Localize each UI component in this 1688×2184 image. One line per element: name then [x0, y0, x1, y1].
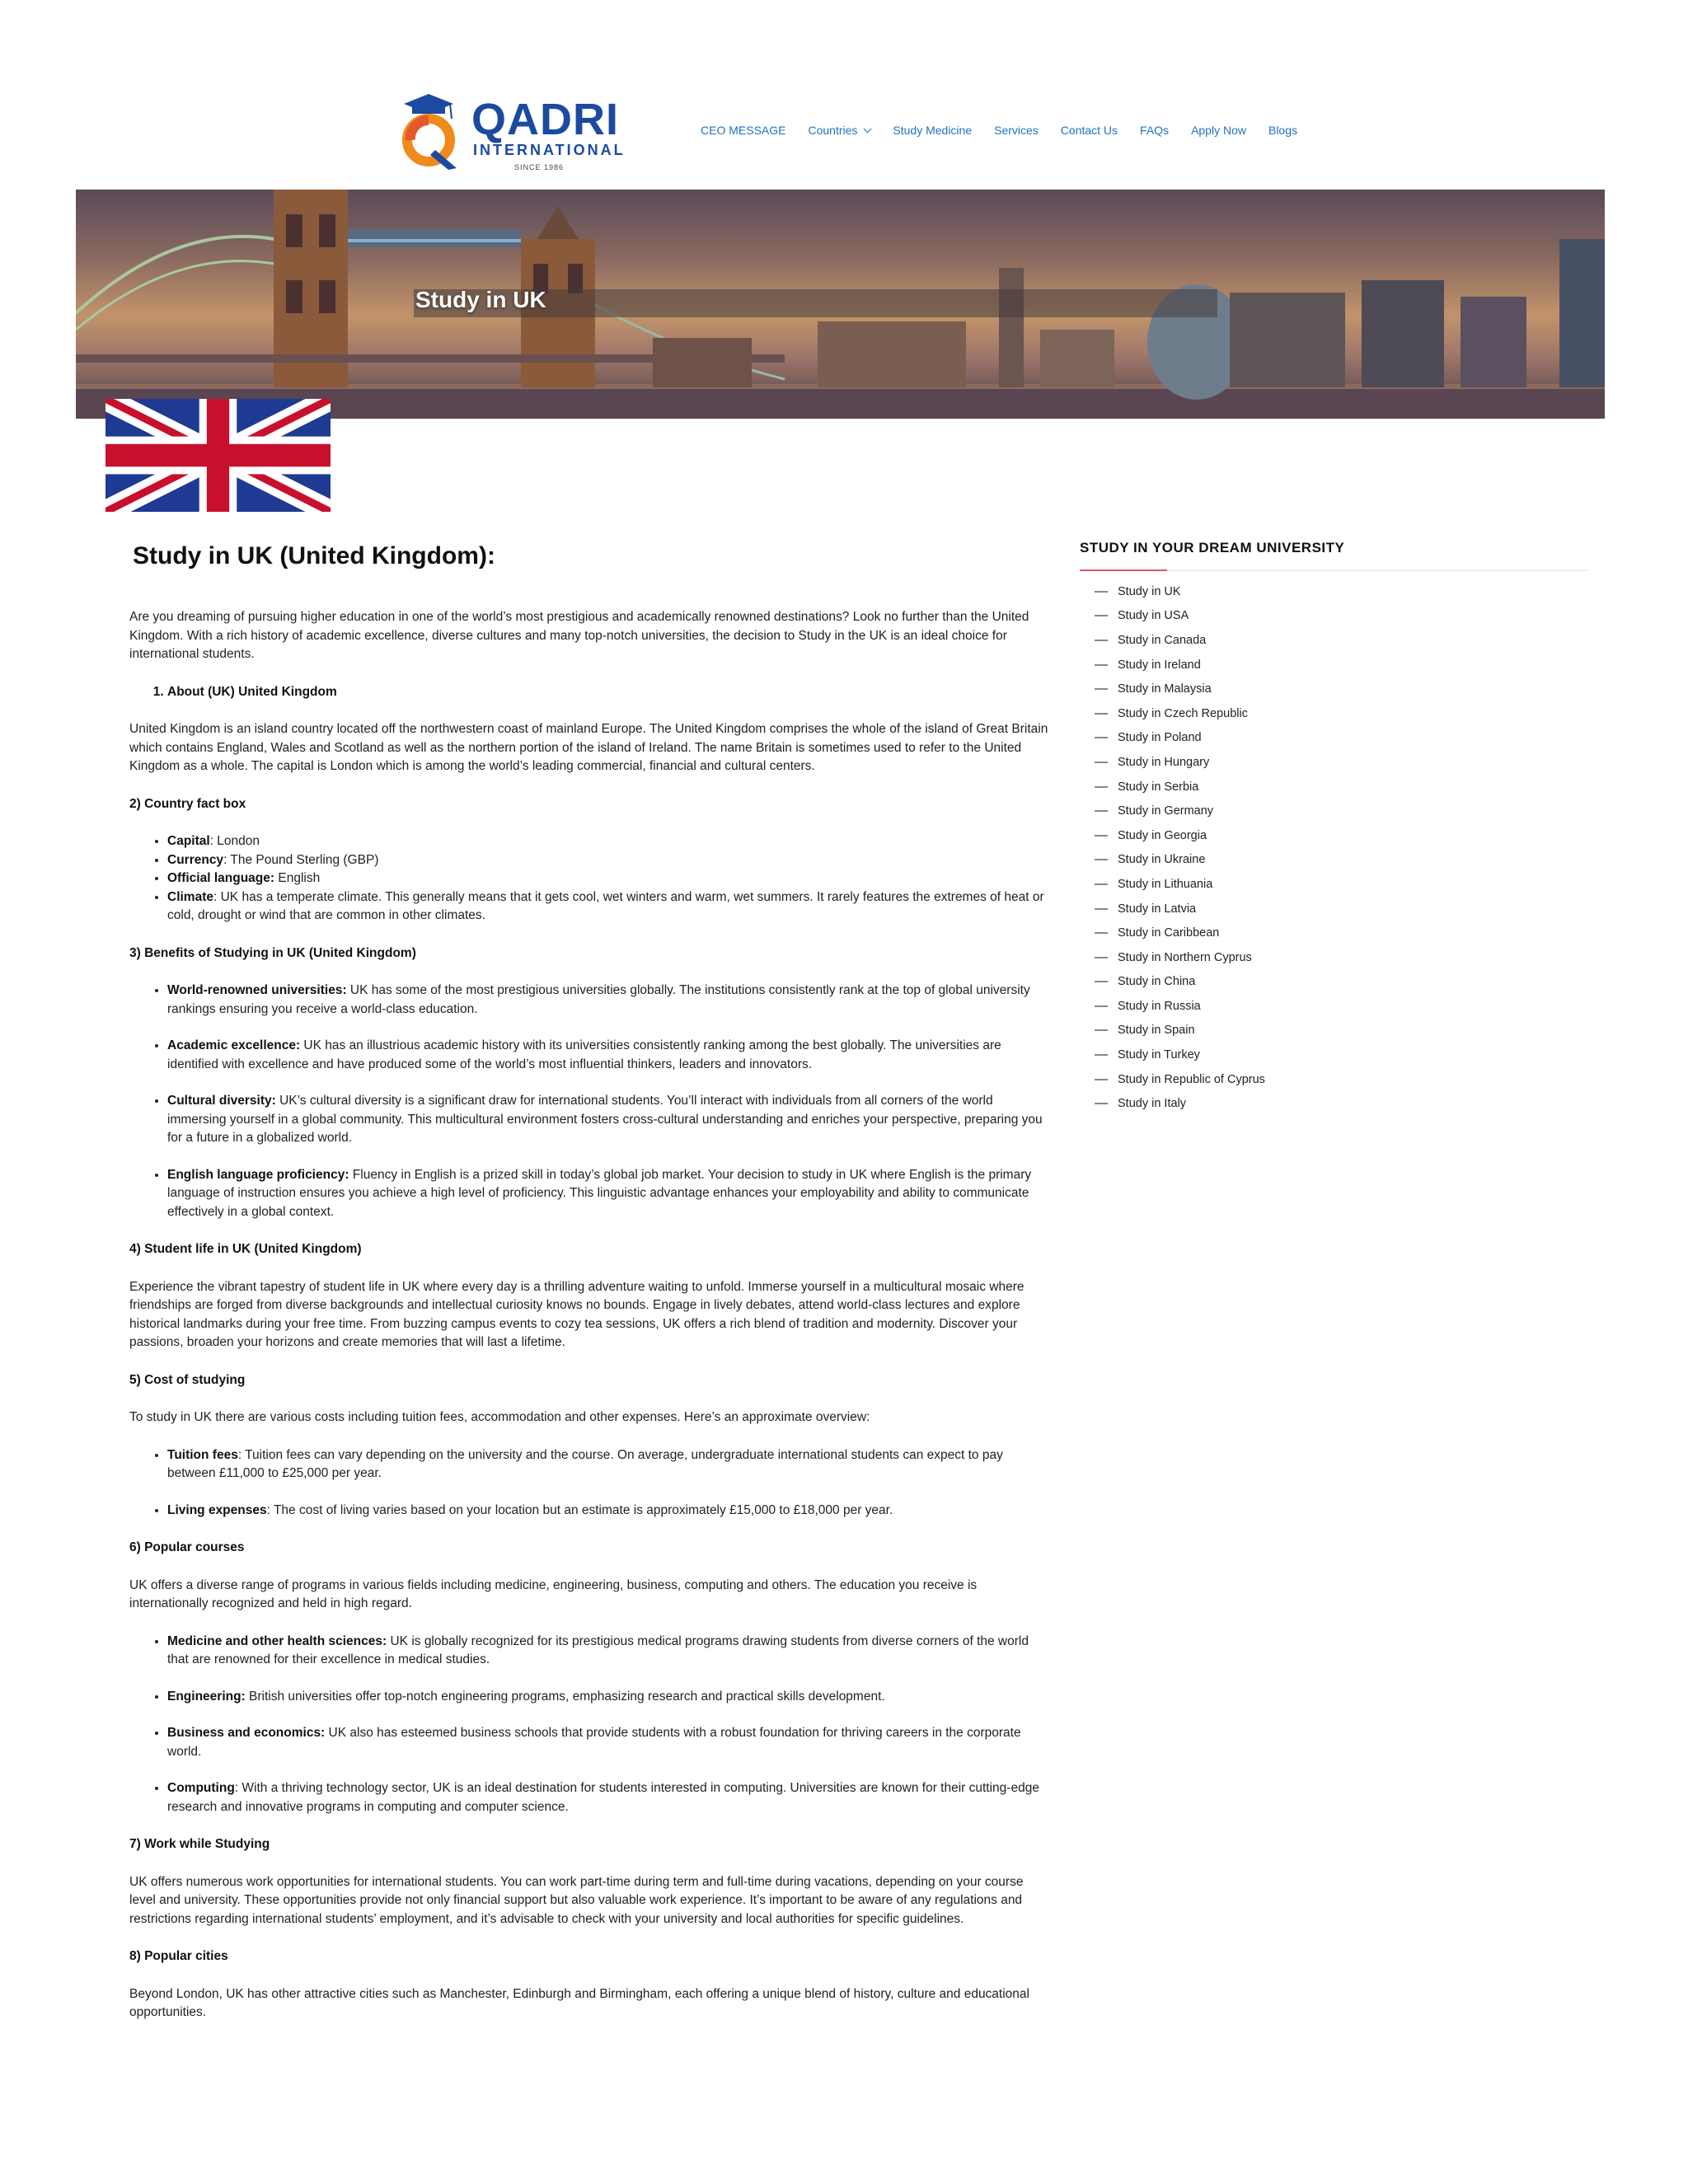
- nav-label: Countries: [808, 124, 858, 137]
- fact-label: Official language:: [167, 871, 275, 885]
- list-item: [167, 1779, 1053, 1816]
- sidebar-link-study-in-malaysia[interactable]: [1080, 677, 1589, 701]
- section-1-text: United Kingdom is an island country located off the northwestern coast of mainland Europe. The United Kingdom comprises the whole of the island of Great Britain which contains England, Wales and Scotland as well as the northern portion of the island of Ireland. The name Britain is sometimes used to refer to the United Kingdom as a whole. The capital is London which is among the world’s leading commercial, financial and cultural centers.: [129, 722, 1048, 773]
- fact-text: : The Pound Sterling (GBP): [223, 852, 379, 867]
- sidebar-link-study-in-caribbean[interactable]: [1080, 921, 1589, 945]
- dash-icon: [1095, 810, 1108, 812]
- list-item: [167, 982, 1053, 1019]
- sidebar-link-study-in-italy[interactable]: [1080, 1091, 1589, 1116]
- sidebar-link-label: Study in USA: [1118, 609, 1189, 623]
- sidebar-divider-accent: [1080, 569, 1167, 571]
- section-4-heading: 4) Student life in UK (United Kingdom): [129, 1242, 362, 1256]
- sidebar-link-study-in-ireland[interactable]: [1080, 653, 1589, 677]
- sidebar-link-label: Study in Ireland: [1118, 658, 1201, 672]
- logo-wordmark: QADRI: [471, 95, 619, 144]
- sidebar-link-label: Study in Italy: [1118, 1097, 1187, 1111]
- dash-icon: [1095, 883, 1108, 885]
- cost-label: Living expenses: [167, 1502, 267, 1517]
- courses-list: [167, 1633, 1053, 1817]
- dash-icon: [1095, 591, 1108, 593]
- sidebar-link-study-in-latvia[interactable]: [1080, 897, 1589, 921]
- dash-icon: [1095, 762, 1108, 763]
- logo-subtitle: INTERNATIONAL: [473, 142, 626, 158]
- section-8-text: Beyond London, UK has other attractive cities such as Manchester, Edinburgh and Birmingham, each offering a unique blend of history, culture and educational opportunities.: [129, 1986, 1029, 2019]
- benefit-text: UK’s cultural diversity is a significant draw for international students. You’ll interact with individuals from all corners of the world immersing yourself in a global community. This multicultural environment fosters cross-cultural understanding and enriches your perspective, preparing you for a future in a globalized world.: [167, 1094, 1043, 1145]
- nav-contact-us[interactable]: [1061, 124, 1118, 137]
- nav-ceo-message[interactable]: [701, 124, 785, 137]
- dash-icon: [1095, 908, 1108, 910]
- section-3-heading: 3) Benefits of Studying in UK (United Kingdom): [129, 945, 416, 960]
- nav-label: FAQs: [1140, 124, 1170, 137]
- benefit-label: Cultural diversity:: [167, 1094, 276, 1108]
- sidebar-link-label: Study in Ukraine: [1118, 853, 1206, 867]
- sidebar-link-study-in-russia[interactable]: [1080, 994, 1589, 1019]
- fact-box-list: [167, 832, 1053, 926]
- fact-text: English: [274, 871, 321, 885]
- costs-list: [167, 1446, 1053, 1521]
- sidebar-link-study-in-lithuania[interactable]: [1080, 872, 1589, 897]
- sidebar-link-study-in-ukraine[interactable]: [1080, 848, 1589, 873]
- benefit-label: English language proficiency:: [167, 1167, 349, 1182]
- main-navigation: [701, 124, 1320, 137]
- section-7-heading: 7) Work while Studying: [129, 1837, 270, 1851]
- sidebar-link-label: Study in Czech Republic: [1118, 706, 1248, 720]
- sidebar-link-label: Study in Caribbean: [1118, 926, 1220, 940]
- sidebar-link-label: Study in Lithuania: [1118, 877, 1213, 891]
- benefit-text: Fluency in English is a prized skill in today’s global job market. Your decision to study in UK where English is the primary language of instruction ensures you achieve a high level of proficiency. This linguistic advantage enhances your employability and ability to communicate effectively in a global context.: [167, 1167, 1032, 1219]
- sidebar-link-study-in-republic-of-cyprus[interactable]: [1080, 1067, 1589, 1092]
- article-content: [129, 540, 1053, 2041]
- sidebar-link-study-in-northern-cyprus[interactable]: [1080, 945, 1589, 970]
- site-header: [0, 0, 1688, 190]
- section-2-heading: 2) Country fact box: [129, 796, 246, 811]
- section-7-text: UK offers numerous work opportunities for international students. You can work part-time during term and full-time during vacations, depending on your course level and university. These opportunities provide not only financial support but also valuable work experience. It’s important to be aware of any regulations and restrictions regarding international students’ employment, and it’s advisable to check with your university and local authorities for specific guidelines.: [129, 1874, 1024, 1926]
- dash-icon: [1095, 664, 1108, 666]
- nav-label: Study Medicine: [893, 124, 973, 137]
- benefit-text: UK has an illustrious academic history with its universities consistently ranking among the best globally. The universities are identified with excellence and have produced some of the world’s most influential thinkers, leaders and innovators.: [167, 1038, 1001, 1071]
- list-item: [167, 1092, 1053, 1148]
- dash-icon: [1095, 932, 1108, 934]
- benefits-list: [167, 982, 1053, 1221]
- course-text: UK is globally recognized for its prestigious medical programs drawing students from diverse corners of the world that are renowned for their excellence in medical studies.: [167, 1633, 1029, 1666]
- nav-label: Contact Us: [1060, 124, 1118, 137]
- section-6-text: UK offers a diverse range of programs in various fields including medicine, engineering, business, computing and others. The education you receive is internationally recognized and held in high regard.: [129, 1577, 978, 1610]
- sidebar-link-label: Study in Poland: [1118, 731, 1202, 745]
- hero-banner: [76, 190, 1605, 419]
- dash-icon: [1095, 835, 1108, 837]
- benefit-label: Academic excellence:: [167, 1038, 301, 1052]
- dash-icon: [1095, 615, 1108, 616]
- list-item: [167, 851, 1053, 870]
- list-item: [167, 888, 1053, 926]
- benefit-label: World-renowned universities:: [167, 983, 347, 997]
- nav-label: Blogs: [1268, 124, 1298, 137]
- dash-icon: [1095, 1103, 1108, 1104]
- course-label: Computing: [167, 1781, 235, 1795]
- sidebar-link-study-in-spain[interactable]: [1080, 1019, 1589, 1043]
- list-item: [167, 1446, 1053, 1483]
- sidebar-link-label: Study in Turkey: [1118, 1048, 1200, 1062]
- sidebar-link-study-in-czech-republic[interactable]: [1080, 701, 1589, 726]
- section-1-heading: 1. About (UK) United Kingdom: [167, 683, 1053, 702]
- fact-label: Climate: [167, 889, 213, 904]
- sidebar-link-label: Study in Canada: [1118, 633, 1207, 647]
- chevron-down-icon: [864, 124, 872, 133]
- nav-services[interactable]: [994, 124, 1039, 137]
- course-text: : With a thriving technology sector, UK is an ideal destination for students interested in computing. Universities are known for their cutting-edge research and innovative programs in computing and computer science.: [167, 1781, 1039, 1814]
- list-item: [167, 1633, 1053, 1670]
- section-1-list: [167, 683, 1053, 702]
- fact-text: : London: [209, 834, 260, 848]
- sidebar-link-study-in-hungary[interactable]: [1080, 750, 1589, 775]
- course-label: Engineering:: [167, 1689, 246, 1704]
- dash-icon: [1095, 981, 1108, 982]
- course-label: Business and economics:: [167, 1726, 326, 1740]
- nav-label: CEO MESSAGE: [701, 124, 786, 137]
- nav-label: Services: [994, 124, 1039, 137]
- dash-icon: [1095, 957, 1108, 958]
- list-item: [167, 869, 1053, 888]
- dash-icon: [1095, 640, 1108, 641]
- section-5-text: To study in UK there are various costs including tuition fees, accommodation and other expenses. Here’s an approximate overview:: [129, 1410, 870, 1424]
- course-text: British universities offer top-notch engineering programs, emphasizing research and practical skills development.: [245, 1689, 885, 1704]
- country-link-list: [1080, 579, 1589, 1116]
- page-title: Study in UK: [415, 287, 546, 312]
- sidebar-link-label: Study in Russia: [1118, 999, 1201, 1013]
- list-item: [167, 1166, 1053, 1222]
- sidebar-link-study-in-china[interactable]: [1080, 970, 1589, 995]
- sidebar-link-label: Study in Malaysia: [1118, 682, 1212, 696]
- sidebar-link-label: Study in Hungary: [1118, 755, 1210, 769]
- dash-icon: [1095, 713, 1108, 715]
- site-logo[interactable]: [399, 91, 626, 173]
- sidebar: [1080, 540, 1589, 1116]
- list-item: [167, 1688, 1053, 1707]
- sidebar-link-label: Study in UK: [1118, 584, 1181, 598]
- dash-icon: [1095, 737, 1108, 738]
- sidebar-divider: [1080, 569, 1589, 571]
- section-6-heading: 6) Popular courses: [129, 1540, 245, 1554]
- cost-label: Tuition fees: [167, 1447, 238, 1462]
- dash-icon: [1095, 859, 1108, 860]
- sidebar-link-label: Study in Germany: [1118, 804, 1214, 818]
- article-title: Study in UK (United Kingdom):: [133, 542, 495, 569]
- list-item: [167, 832, 1053, 851]
- sidebar-link-study-in-germany[interactable]: [1080, 799, 1589, 823]
- sidebar-link-study-in-poland[interactable]: [1080, 726, 1589, 751]
- list-item: [167, 1037, 1053, 1074]
- course-text: UK also has esteemed business schools that provide students with a robust foundation for thriving careers in the corporate world.: [167, 1726, 1021, 1759]
- dash-icon: [1095, 1005, 1108, 1007]
- sidebar-link-study-in-canada[interactable]: [1080, 628, 1589, 653]
- sidebar-link-label: Study in Republic of Cyprus: [1118, 1072, 1265, 1086]
- list-item: [167, 1502, 1053, 1521]
- intro-paragraph: Are you dreaming of pursuing higher education in one of the world’s most prestigious and academically renowned destinations? Look no further than the United Kingdom. With a rich history of academic excellence, diverse cultures and many top-notch universities, the decision to Study in the UK is an ideal choice for international students.: [129, 610, 1029, 661]
- dash-icon: [1095, 786, 1108, 788]
- sidebar-link-label: Study in China: [1118, 975, 1196, 989]
- sidebar-link-study-in-uk[interactable]: [1080, 579, 1589, 604]
- sidebar-link-study-in-usa[interactable]: [1080, 604, 1589, 629]
- dash-icon: [1095, 1054, 1108, 1056]
- sidebar-link-study-in-georgia[interactable]: [1080, 823, 1589, 848]
- section-4-text: Experience the vibrant tapestry of student life in UK where every day is a thrilling adventure waiting to unfold. Immerse yourself in a multicultural mosaic where friendships are forged from diverse backgrounds and intellectual curiosity knows no bounds. Engage in lively debates, attend world-class lectures and explore historical landmarks during your free time. From buzzing campus events to cozy tea sessions, UK offers a rich blend of tradition and modernity. Discover your passions, broaden your horizons and create memories that will last a lifetime.: [129, 1279, 1025, 1349]
- section-5-heading: 5) Cost of studying: [129, 1372, 246, 1387]
- dash-icon: [1095, 1079, 1108, 1080]
- course-label: Medicine and other health sciences:: [167, 1633, 387, 1648]
- nav-blogs[interactable]: [1268, 124, 1297, 137]
- list-item: [167, 1724, 1053, 1761]
- nav-study-medicine[interactable]: [893, 124, 972, 137]
- section-8-heading: 8) Popular cities: [129, 1949, 228, 1963]
- graduation-cap-q-icon: [399, 91, 465, 170]
- sidebar-link-label: Study in Spain: [1118, 1024, 1195, 1038]
- fact-label: Capital: [167, 834, 210, 848]
- cost-text: : Tuition fees can vary depending on the university and the course. On average, undergraduate international students can expect to pay between £11,000 to £25,000 per year.: [167, 1447, 1003, 1480]
- dash-icon: [1095, 688, 1108, 690]
- sidebar-link-label: Study in Northern Cyprus: [1118, 950, 1252, 964]
- nav-label: Apply Now: [1191, 124, 1246, 137]
- nav-faqs[interactable]: [1140, 124, 1169, 137]
- uk-flag-image: [106, 399, 331, 512]
- nav-countries[interactable]: [808, 124, 870, 137]
- benefit-text: UK has some of the most prestigious universities globally. The institutions consistently rank at the top of global university rankings ensuring you receive a world-class education.: [167, 983, 1030, 1016]
- fact-label: Currency: [167, 852, 224, 867]
- sidebar-title: STUDY IN YOUR DREAM UNIVERSITY: [1080, 540, 1345, 555]
- sidebar-link-label: Study in Serbia: [1118, 780, 1199, 794]
- sidebar-link-label: Study in Georgia: [1118, 828, 1207, 842]
- sidebar-link-study-in-serbia[interactable]: [1080, 775, 1589, 799]
- fact-text: : UK has a temperate climate. This generally means that it gets cool, wet winters and warm, wet summers. It rarely features the extremes of heat or cold, drought or wind that are common in other climates.: [167, 889, 1044, 922]
- logo-since: SINCE 1986: [514, 163, 565, 171]
- cost-text: : The cost of living varies based on your location but an estimate is approximately £15,000 to £18,000 per year.: [266, 1502, 893, 1517]
- nav-apply-now[interactable]: [1191, 124, 1246, 137]
- sidebar-link-study-in-turkey[interactable]: [1080, 1043, 1589, 1067]
- dash-icon: [1095, 1029, 1108, 1031]
- sidebar-link-label: Study in Latvia: [1118, 902, 1197, 916]
